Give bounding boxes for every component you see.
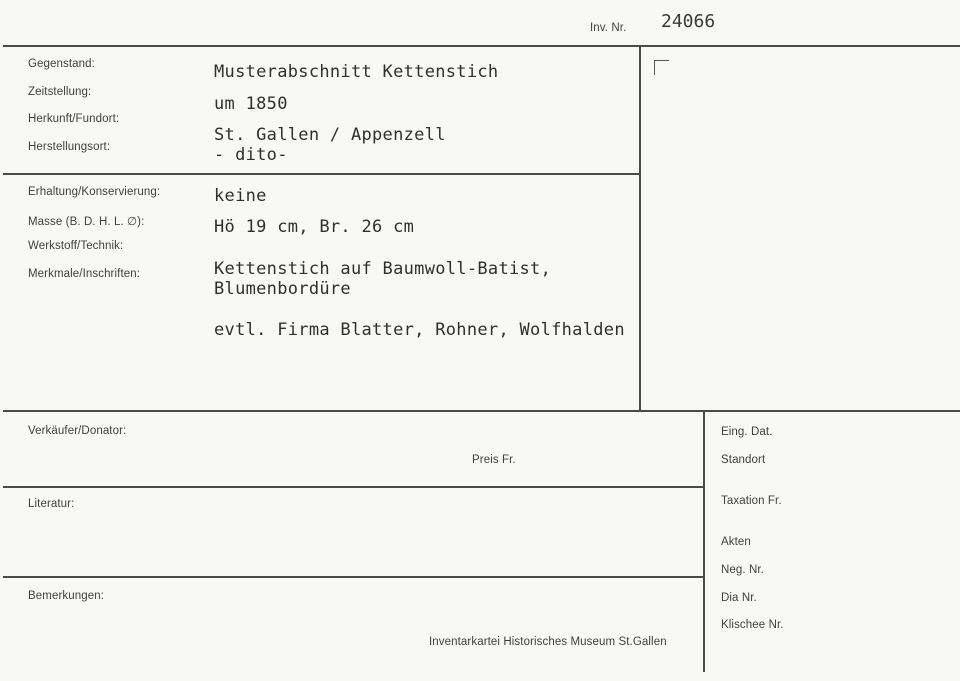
entry-herstellungsort: - dito- [214, 145, 288, 165]
entry-erhaltung: keine [214, 186, 267, 206]
photo-box-divider [639, 45, 641, 411]
label-herkunft: Herkunft/Fundort: [28, 113, 120, 125]
label-bemerkungen: Bemerkungen: [28, 590, 104, 602]
entry-zeitstellung: um 1850 [214, 94, 288, 114]
label-neg-nr: Neg. Nr. [721, 564, 764, 576]
section-rule-3 [3, 576, 704, 578]
label-verkaeufer: Verkäufer/Donator: [28, 425, 127, 437]
top-rule [3, 45, 960, 47]
label-merkmale: Merkmale/Inschriften: [28, 268, 141, 280]
entry-gegenstand: Musterabschnitt Kettenstich [214, 62, 499, 82]
label-literatur: Literatur: [28, 498, 75, 510]
label-dia-nr: Dia Nr. [721, 592, 757, 604]
label-masse: Masse (B. D. H. L. ∅): [28, 216, 145, 228]
entry-herkunft: St. Gallen / Appenzell [214, 125, 446, 145]
label-herstellungsort: Herstellungsort: [28, 141, 111, 153]
label-eing-dat: Eing. Dat. [721, 426, 773, 438]
label-zeitstellung: Zeitstellung: [28, 86, 92, 98]
inv-nr-value: 24066 [661, 11, 716, 32]
entry-technik-line2: Blumenbordüre [214, 279, 351, 299]
label-akten: Akten [721, 536, 751, 548]
photo-corner-mark [654, 60, 669, 75]
right-column-divider [703, 410, 705, 672]
label-standort: Standort [721, 454, 766, 466]
footer-institution: Inventarkartei Historisches Museum St.Gallen [429, 636, 667, 648]
middle-rule [3, 410, 960, 412]
label-preis: Preis Fr. [472, 454, 516, 466]
entry-merkmale: evtl. Firma Blatter, Rohner, Wolfhalden [214, 320, 625, 340]
entry-technik-line1: Kettenstich auf Baumwoll-Batist, [214, 259, 552, 279]
inv-nr-label: Inv. Nr. [590, 22, 627, 34]
label-erhaltung: Erhaltung/Konservierung: [28, 186, 161, 198]
section-rule-2 [3, 486, 704, 488]
label-taxation: Taxation Fr. [721, 495, 782, 507]
label-gegenstand: Gegenstand: [28, 58, 95, 70]
label-werkstoff: Werkstoff/Technik: [28, 240, 124, 252]
label-klischee-nr: Klischee Nr. [721, 619, 784, 631]
entry-masse: Hö 19 cm, Br. 26 cm [214, 217, 415, 237]
section-rule-1 [3, 173, 640, 175]
